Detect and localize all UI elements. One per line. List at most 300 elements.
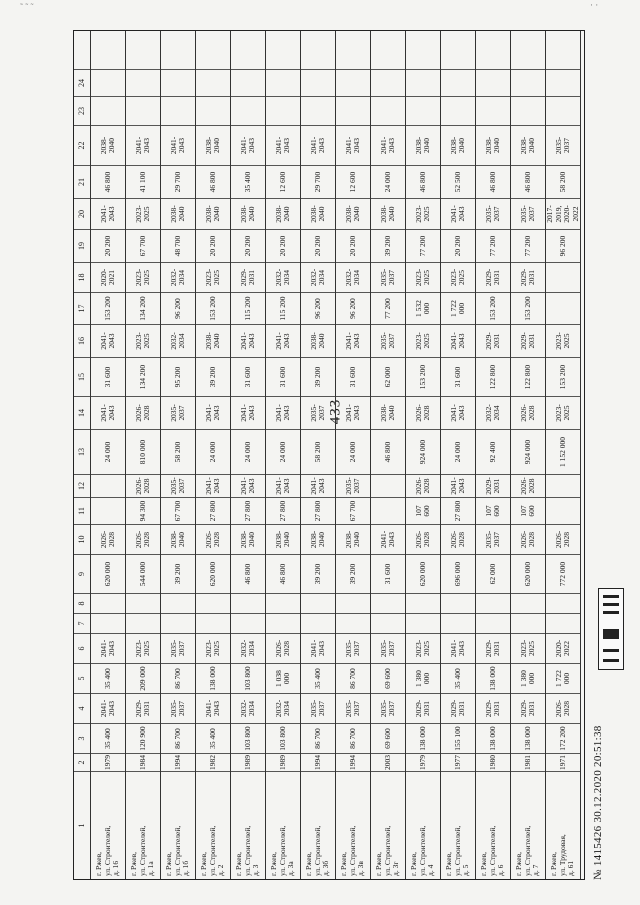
- table-cell: 2038- 2040: [161, 198, 195, 229]
- table-cell: 2038- 2040: [336, 198, 370, 229]
- table-cell: 2035- 2037: [546, 125, 580, 165]
- table-cell: 103 800: [266, 723, 300, 753]
- table-cell: 620 000: [91, 554, 125, 593]
- header-cell: 8: [74, 593, 90, 613]
- table-cell: 2041- 2043: [196, 396, 230, 429]
- header-cell: 19: [74, 229, 90, 262]
- header-cell: 2: [74, 753, 90, 771]
- document-id: № 1415426 30.12.2020 20:51:38: [592, 725, 604, 880]
- table-cell: 2038- 2040: [336, 524, 370, 554]
- table-cell: 2038- 2040: [406, 125, 440, 165]
- table-cell: 2041- 2043: [161, 125, 195, 165]
- table-cell: 52 500: [441, 165, 475, 198]
- table-cell: [301, 613, 335, 633]
- table-row: [511, 31, 546, 879]
- address-cell: г. Ржев, ул. Строителей, д. 6: [476, 771, 510, 879]
- table-cell: 2026- 2028: [91, 524, 125, 554]
- table-cell: 48 700: [161, 229, 195, 262]
- table-cell: 2041- 2043: [196, 693, 230, 723]
- year-cell: 1982: [196, 753, 230, 771]
- table-cell: 39 200: [301, 554, 335, 593]
- table-cell: 2029- 2031: [511, 693, 545, 723]
- table-cell: 2035- 2037: [336, 693, 370, 723]
- table-cell: [511, 593, 545, 613]
- table-cell: 86 700: [301, 723, 335, 753]
- table-cell: 2023- 2025: [126, 262, 160, 292]
- table-cell: [441, 96, 475, 125]
- header-cell: 5: [74, 663, 90, 693]
- table-cell: 27 800: [266, 497, 300, 524]
- table-cell: 24 000: [266, 429, 300, 474]
- table-cell: 41 100: [126, 165, 160, 198]
- table-cell: 2026- 2028: [196, 524, 230, 554]
- table-cell: 2035- 2037: [371, 262, 405, 292]
- table-cell: 69 600: [371, 723, 405, 753]
- table-cell: 1 722 000: [441, 292, 475, 324]
- table-cell: [546, 96, 580, 125]
- table-cell: 2041- 2043: [266, 324, 300, 357]
- table-cell: 2041- 2043: [266, 125, 300, 165]
- table-cell: 62 000: [371, 357, 405, 396]
- header-cell: 20: [74, 198, 90, 229]
- table-cell: 620 000: [196, 554, 230, 593]
- table-cell: 153 200: [196, 292, 230, 324]
- table-cell: 134 200: [126, 357, 160, 396]
- table-cell: [126, 96, 160, 125]
- table-cell: 2035- 2037: [371, 693, 405, 723]
- table-cell: 2032- 2034: [161, 324, 195, 357]
- table-cell: 2035- 2037: [336, 474, 370, 497]
- table-cell: 2032- 2034: [301, 262, 335, 292]
- table-cell: [161, 69, 195, 96]
- table-cell: [266, 593, 300, 613]
- table-cell: 35 400: [441, 663, 475, 693]
- table-cell: 153 200: [406, 357, 440, 396]
- table-cell: 2038- 2040: [511, 125, 545, 165]
- table-cell: 2029- 2031: [476, 633, 510, 663]
- table-cell: 2041- 2043: [231, 324, 265, 357]
- year-cell: 1989: [266, 753, 300, 771]
- table-row: [406, 31, 441, 879]
- table-cell: [406, 69, 440, 96]
- header-cell: 13: [74, 429, 90, 474]
- table-cell: 2038- 2040: [231, 524, 265, 554]
- table-cell: 2035- 2037: [476, 198, 510, 229]
- address-cell: г. Ржев, ул. Строителей, д. 7: [511, 771, 545, 879]
- table-row: [301, 31, 336, 879]
- table-cell: 2038- 2040: [266, 198, 300, 229]
- header-cell: 12: [74, 474, 90, 497]
- table-cell: 29 700: [161, 165, 195, 198]
- table-cell: [126, 613, 160, 633]
- table-cell: 2023- 2025: [196, 262, 230, 292]
- table-cell: 153 200: [546, 357, 580, 396]
- table-cell: [196, 613, 230, 633]
- year-cell: 1984: [126, 753, 160, 771]
- year-cell: 1980: [476, 753, 510, 771]
- table-header-row: [74, 31, 91, 879]
- table-cell: [301, 593, 335, 613]
- table-cell: 115 200: [266, 292, 300, 324]
- table-cell: [231, 613, 265, 633]
- table-cell: 2026- 2028: [406, 474, 440, 497]
- table-cell: [126, 69, 160, 96]
- table-cell: [476, 69, 510, 96]
- table-cell: 2032- 2034: [336, 262, 370, 292]
- table-cell: 2041- 2043: [371, 524, 405, 554]
- table-cell: 924 000: [406, 429, 440, 474]
- table-cell: [301, 69, 335, 96]
- table-cell: 2038- 2040: [161, 524, 195, 554]
- header-cell: 16: [74, 324, 90, 357]
- table-cell: 2026- 2028: [126, 396, 160, 429]
- table-cell: 46 800: [371, 429, 405, 474]
- table-cell: 2035- 2037: [161, 633, 195, 663]
- table-row: [476, 31, 511, 879]
- table-cell: 31 600: [231, 357, 265, 396]
- table-cell: 2038- 2040: [301, 198, 335, 229]
- table-row: [266, 31, 301, 879]
- table-cell: [511, 69, 545, 96]
- address-cell: г. Ржев, ул. Строителей, д. 4: [406, 771, 440, 879]
- header-cell: 18: [74, 262, 90, 292]
- table-cell: 31 600: [336, 357, 370, 396]
- header-cell: 1: [74, 771, 90, 879]
- scan-artifact: · ·: [590, 0, 599, 10]
- table-cell: [406, 96, 440, 125]
- header-cell: 15: [74, 357, 90, 396]
- address-cell: г. Ржев, ул. Строителей, д. 3г: [371, 771, 405, 879]
- table-cell: 2026- 2028: [126, 474, 160, 497]
- table-cell: 2026- 2028: [126, 524, 160, 554]
- table-cell: 2041- 2043: [371, 125, 405, 165]
- table-cell: 96 200: [161, 292, 195, 324]
- table-cell: 67 700: [336, 497, 370, 524]
- table-cell: 1 532 000: [406, 292, 440, 324]
- table-cell: 2032- 2034: [266, 693, 300, 723]
- table-cell: 29 700: [301, 165, 335, 198]
- table-cell: 2032- 2034: [161, 262, 195, 292]
- table-cell: [266, 613, 300, 633]
- table-cell: 2041- 2043: [301, 474, 335, 497]
- table-cell: 2035- 2037: [161, 474, 195, 497]
- table-cell: 39 200: [336, 554, 370, 593]
- table-cell: [441, 69, 475, 96]
- table-cell: 24 000: [231, 429, 265, 474]
- table-cell: 2029- 2031: [126, 693, 160, 723]
- table-cell: 96 200: [546, 229, 580, 262]
- table-cell: 69 600: [371, 663, 405, 693]
- year-cell: 1994: [161, 753, 195, 771]
- table-cell: 77 200: [476, 229, 510, 262]
- table-cell: 39 200: [196, 357, 230, 396]
- table-cell: 1 722 000: [546, 663, 580, 693]
- table-cell: 95 200: [161, 357, 195, 396]
- table-cell: 107 600: [476, 497, 510, 524]
- header-cell: 7: [74, 613, 90, 633]
- table-cell: 46 800: [91, 165, 125, 198]
- table-cell: 2035- 2037: [371, 633, 405, 663]
- table-cell: 2041- 2043: [231, 474, 265, 497]
- table-cell: 2038- 2040: [91, 125, 125, 165]
- table-cell: 2041- 2043: [301, 633, 335, 663]
- table-row: [91, 31, 126, 879]
- table-cell: 77 200: [511, 229, 545, 262]
- document-stamp: [598, 588, 624, 670]
- table-cell: 2041- 2043: [336, 396, 370, 429]
- table-cell: 107 600: [511, 497, 545, 524]
- table-cell: 2023- 2025: [406, 633, 440, 663]
- year-cell: 1994: [336, 753, 370, 771]
- table-cell: 2038- 2040: [301, 324, 335, 357]
- header-cell: 14: [74, 396, 90, 429]
- table-cell: [161, 593, 195, 613]
- year-cell: 1994: [301, 753, 335, 771]
- table-cell: [476, 96, 510, 125]
- table-cell: 46 800: [196, 165, 230, 198]
- table-cell: 39 200: [371, 229, 405, 262]
- table-cell: 12 600: [266, 165, 300, 198]
- table-cell: 2035- 2037: [161, 396, 195, 429]
- table-cell: 122 800: [511, 357, 545, 396]
- header-cell: 6: [74, 633, 90, 663]
- table-cell: 2023- 2025: [406, 198, 440, 229]
- table-cell: 46 800: [266, 554, 300, 593]
- table-cell: 2026- 2028: [266, 633, 300, 663]
- table-cell: [266, 96, 300, 125]
- year-cell: 1979: [406, 753, 440, 771]
- table-cell: 772 000: [546, 554, 580, 593]
- table-cell: 2041- 2043: [91, 693, 125, 723]
- table-cell: 2035- 2037: [336, 633, 370, 663]
- table-cell: 172 200: [546, 723, 580, 753]
- table-cell: [406, 593, 440, 613]
- table-cell: 27 800: [231, 497, 265, 524]
- table-cell: 2041- 2043: [266, 474, 300, 497]
- table-cell: 2023- 2025: [406, 324, 440, 357]
- table-row: [441, 31, 476, 879]
- address-cell: г. Ржев, ул. Строителей, д. 1а: [126, 771, 160, 879]
- table-cell: 24 000: [91, 429, 125, 474]
- table-cell: 115 200: [231, 292, 265, 324]
- table-cell: 2038- 2040: [476, 125, 510, 165]
- table-cell: [371, 96, 405, 125]
- table-cell: 2029- 2031: [476, 324, 510, 357]
- table-cell: [546, 497, 580, 524]
- table-cell: 2041- 2043: [91, 324, 125, 357]
- table-cell: 2020- 2022: [546, 633, 580, 663]
- table-cell: 2038- 2040: [371, 198, 405, 229]
- table-cell: 46 800: [476, 165, 510, 198]
- table-row: [371, 31, 406, 879]
- table-cell: 86 700: [336, 663, 370, 693]
- table-cell: [231, 96, 265, 125]
- year-cell: 1989: [231, 753, 265, 771]
- table-cell: 138 000: [406, 723, 440, 753]
- table-cell: 24 000: [441, 429, 475, 474]
- table-cell: 24 000: [336, 429, 370, 474]
- table-cell: 2038- 2040: [371, 396, 405, 429]
- table-cell: [196, 593, 230, 613]
- table-cell: 86 700: [161, 663, 195, 693]
- table-cell: [91, 69, 125, 96]
- table-cell: 2023- 2025: [126, 633, 160, 663]
- table-cell: 2029- 2031: [441, 693, 475, 723]
- table-cell: [196, 69, 230, 96]
- table-cell: [371, 593, 405, 613]
- table-cell: 620 000: [511, 554, 545, 593]
- table-cell: 62 000: [476, 554, 510, 593]
- table-cell: 138 000: [196, 663, 230, 693]
- table-cell: 120 900: [126, 723, 160, 753]
- table-cell: 2023- 2025: [511, 633, 545, 663]
- table-cell: [511, 96, 545, 125]
- table-cell: 86 700: [336, 723, 370, 753]
- table-cell: [336, 613, 370, 633]
- table-cell: 20 200: [231, 229, 265, 262]
- table-cell: 2029- 2031: [476, 693, 510, 723]
- table-cell: 31 600: [371, 554, 405, 593]
- table-cell: [91, 474, 125, 497]
- table-cell: 2032- 2034: [231, 693, 265, 723]
- table-cell: 2038- 2040: [441, 125, 475, 165]
- table-cell: 544 000: [126, 554, 160, 593]
- address-cell: г. Ржев, ул. Трудовая, д. 61: [546, 771, 580, 879]
- table-cell: [546, 613, 580, 633]
- table-cell: 20 200: [441, 229, 475, 262]
- table-cell: [336, 69, 370, 96]
- table-cell: 2038- 2040: [266, 524, 300, 554]
- table-cell: [91, 593, 125, 613]
- header-cell: 21: [74, 165, 90, 198]
- table-cell: 27 800: [301, 497, 335, 524]
- table-cell: 2023- 2025: [196, 633, 230, 663]
- table-cell: 2029- 2031: [511, 324, 545, 357]
- table-cell: [406, 613, 440, 633]
- year-cell: 1971: [546, 753, 580, 771]
- table-cell: 153 200: [91, 292, 125, 324]
- header-cell: 24: [74, 69, 90, 96]
- table-cell: 12 600: [336, 165, 370, 198]
- table-cell: 31 600: [441, 357, 475, 396]
- table-cell: 20 200: [301, 229, 335, 262]
- table-cell: 2041- 2043: [126, 125, 160, 165]
- table-cell: 2029- 2031: [511, 262, 545, 292]
- table-row: [336, 31, 371, 879]
- table-cell: 2026- 2028: [511, 474, 545, 497]
- table-cell: 31 600: [266, 357, 300, 396]
- table-cell: 2035- 2037: [476, 524, 510, 554]
- table-cell: 35 400: [301, 663, 335, 693]
- table-cell: [546, 474, 580, 497]
- table-cell: 2041- 2043: [441, 198, 475, 229]
- table-cell: 2038- 2040: [196, 324, 230, 357]
- table-cell: 31 600: [91, 357, 125, 396]
- data-table: [73, 30, 585, 880]
- address-cell: г. Ржев, ул. Строителей, д. 5: [441, 771, 475, 879]
- table-cell: 2041- 2043: [441, 324, 475, 357]
- table-cell: 2029- 2031: [476, 262, 510, 292]
- table-cell: 2026- 2028: [406, 524, 440, 554]
- table-cell: 134 200: [126, 292, 160, 324]
- table-cell: 58 200: [301, 429, 335, 474]
- table-cell: 2023- 2025: [126, 324, 160, 357]
- table-cell: 2038- 2040: [301, 524, 335, 554]
- table-cell: 96 200: [336, 292, 370, 324]
- table-cell: 2023- 2025: [546, 396, 580, 429]
- table-cell: 2041- 2043: [196, 474, 230, 497]
- header-cell: 3: [74, 723, 90, 753]
- table-cell: 620 000: [406, 554, 440, 593]
- table-cell: 67 700: [161, 497, 195, 524]
- table-cell: 107 600: [406, 497, 440, 524]
- table-cell: 2032- 2034: [231, 633, 265, 663]
- table-cell: 20 200: [196, 229, 230, 262]
- table-cell: [231, 69, 265, 96]
- table-cell: 27 800: [441, 497, 475, 524]
- table-cell: [441, 593, 475, 613]
- table-cell: 77 200: [406, 229, 440, 262]
- table-cell: [371, 474, 405, 497]
- year-cell: 2003: [371, 753, 405, 771]
- table-cell: 2035- 2037: [371, 324, 405, 357]
- table-cell: 46 800: [231, 554, 265, 593]
- table-cell: 2026- 2028: [406, 396, 440, 429]
- address-cell: г. Ржев, ул. Строителей, д. 16: [91, 771, 125, 879]
- table-cell: 138 000: [476, 663, 510, 693]
- table-cell: 924 000: [511, 429, 545, 474]
- table-cell: 35 400: [91, 723, 125, 753]
- table-cell: 1 380 000: [406, 663, 440, 693]
- table-cell: [476, 613, 510, 633]
- table-cell: 67 700: [126, 229, 160, 262]
- table-cell: 77 200: [371, 292, 405, 324]
- table-cell: [336, 96, 370, 125]
- table-cell: 2029- 2031: [476, 474, 510, 497]
- table-cell: 1 380 000: [511, 663, 545, 693]
- table-cell: 2038- 2040: [231, 198, 265, 229]
- table-cell: 2041- 2043: [441, 396, 475, 429]
- table-cell: 20 200: [336, 229, 370, 262]
- table-cell: 209 000: [126, 663, 160, 693]
- table-cell: [161, 613, 195, 633]
- table-row: [161, 31, 196, 879]
- table-cell: 39 200: [161, 554, 195, 593]
- table-cell: 2041- 2043: [301, 125, 335, 165]
- table-cell: 2041- 2043: [91, 633, 125, 663]
- table-cell: 1 038 000: [266, 663, 300, 693]
- table-cell: [546, 69, 580, 96]
- table-cell: 153 200: [476, 292, 510, 324]
- table-cell: 35 400: [231, 165, 265, 198]
- table-cell: 2041- 2043: [441, 633, 475, 663]
- table-cell: 2041- 2043: [231, 125, 265, 165]
- table-cell: 2038- 2040: [196, 125, 230, 165]
- table-cell: [476, 593, 510, 613]
- table-cell: 696 000: [441, 554, 475, 593]
- header-cell: 9: [74, 554, 90, 593]
- table-cell: 2026- 2028: [546, 524, 580, 554]
- address-cell: г. Ржев, ул. Строителей, д. 3а: [266, 771, 300, 879]
- table-cell: [91, 96, 125, 125]
- header-cell: 23: [74, 96, 90, 125]
- table-cell: 2041- 2043: [91, 396, 125, 429]
- address-cell: г. Ржев, ул. Строителей, д. 3: [231, 771, 265, 879]
- table-cell: [546, 262, 580, 292]
- table-cell: 35 400: [91, 663, 125, 693]
- table-cell: 2035- 2037: [161, 693, 195, 723]
- table-cell: 153 200: [511, 292, 545, 324]
